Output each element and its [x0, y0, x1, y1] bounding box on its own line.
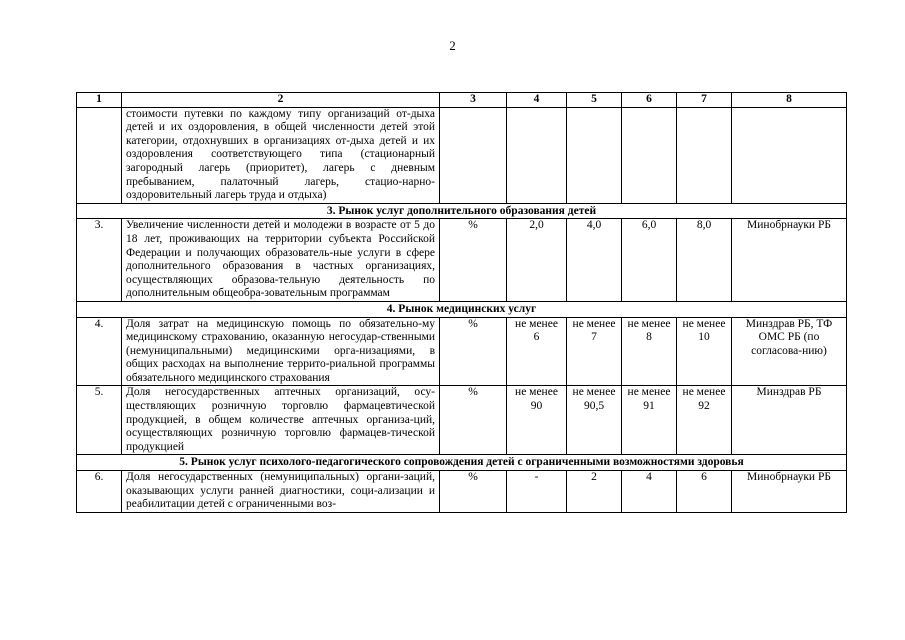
responsible-cell: Минздрав РБ, ТФ ОМС РБ (по согласова-нию): [732, 317, 847, 386]
responsible-cell: Минобрнауки РБ: [732, 219, 847, 302]
responsible-cell: Минобрнауки РБ: [732, 471, 847, 513]
indicator-text: Увеличение численности детей и молодежи в возрасте от 5 до 18 лет, проживающих на территории субъекта Российской Федерации и получающих образователь-ные услуги в сфере дополнительного образования в частных организациях, осуществляющих образова-тельную деятельность по дополнительным общеобра-зовательным программам: [122, 219, 440, 302]
row-number: [77, 107, 122, 203]
row-number: 4.: [77, 317, 122, 386]
section-title: 5. Рынок услуг психолого-педагогического сопровождения детей с ограниченными возможностями здоровья: [77, 455, 847, 471]
indicator-text: Доля негосударственных аптечных организаций, осу-ществляющих розничную торговлю фармацевтической продукцией, в общем количестве аптечных организа-ций, осуществляющих розничную торговлю фармацев-тической продукцией: [122, 386, 440, 455]
indicator-text: Доля негосударственных (немуниципальных) органи-заций, оказывающих услуги ранней диагностики, соци-ализации и реабилитации детей с ограниченными воз-: [122, 471, 440, 513]
header-cell: 5: [567, 93, 622, 108]
value-cell: 8,0: [677, 219, 732, 302]
row-number: 6.: [77, 471, 122, 513]
table-row: [77, 471, 847, 513]
value-cell: [507, 107, 567, 203]
value-cell: 2,0: [507, 219, 567, 302]
value-cell: [567, 107, 622, 203]
header-cell: 8: [732, 93, 847, 108]
value-cell: не менее 8: [622, 317, 677, 386]
header-cell: 1: [77, 93, 122, 108]
value-cell: не менее 90: [507, 386, 567, 455]
header-cell: 6: [622, 93, 677, 108]
value-cell: не менее 7: [567, 317, 622, 386]
section-title: 3. Рынок услуг дополнительного образования детей: [77, 203, 847, 219]
value-cell: 4,0: [567, 219, 622, 302]
header-row: [77, 93, 847, 108]
responsible-cell: Минздрав РБ: [732, 386, 847, 455]
indicator-text: Доля затрат на медицинскую помощь по обязательно-му медицинскому страхованию, оказанную негосудар-ственными (немуниципальными) медицинскими орга-низациями, в общих расходах на выполнение террито-риальной программы обязательного медицинского страхования: [122, 317, 440, 386]
unit-cell: %: [440, 471, 507, 513]
section-heading: [77, 203, 847, 219]
header-cell: 2: [122, 93, 440, 108]
responsible-cell: [732, 107, 847, 203]
section-heading: [77, 301, 847, 317]
row-number: 3.: [77, 219, 122, 302]
unit-cell: %: [440, 386, 507, 455]
section-title: 4. Рынок медицинских услуг: [77, 301, 847, 317]
value-cell: 6: [677, 471, 732, 513]
table-row: [77, 386, 847, 455]
header-cell: 7: [677, 93, 732, 108]
table-row: [77, 317, 847, 386]
unit-cell: %: [440, 219, 507, 302]
header-cell: 3: [440, 93, 507, 108]
header-cell: 4: [507, 93, 567, 108]
indicator-text: стоимости путевки по каждому типу организаций от-дыха детей и их оздоровления, в общей численности детей этой категории, отдохнувших в организациях от-дыха детей и их оздоровления соответствующего типа (стационарный загородный лагерь (приоритет), лагерь с дневным пребыванием, палаточный лагерь, стацио-нарно-оздоровительный лагерь труда и отдыха): [122, 107, 440, 203]
row-number: 5.: [77, 386, 122, 455]
unit-cell: [440, 107, 507, 203]
value-cell: не менее 6: [507, 317, 567, 386]
value-cell: не менее 92: [677, 386, 732, 455]
value-cell: [677, 107, 732, 203]
value-cell: [622, 107, 677, 203]
value-cell: 6,0: [622, 219, 677, 302]
unit-cell: %: [440, 317, 507, 386]
value-cell: не менее 91: [622, 386, 677, 455]
indicators-table: [76, 92, 847, 513]
value-cell: не менее 10: [677, 317, 732, 386]
value-cell: не менее 90,5: [567, 386, 622, 455]
table-row: [77, 107, 847, 203]
table-row: [77, 219, 847, 302]
page-number: 2: [449, 38, 456, 53]
value-cell: -: [507, 471, 567, 513]
value-cell: 4: [622, 471, 677, 513]
section-heading: [77, 455, 847, 471]
value-cell: 2: [567, 471, 622, 513]
